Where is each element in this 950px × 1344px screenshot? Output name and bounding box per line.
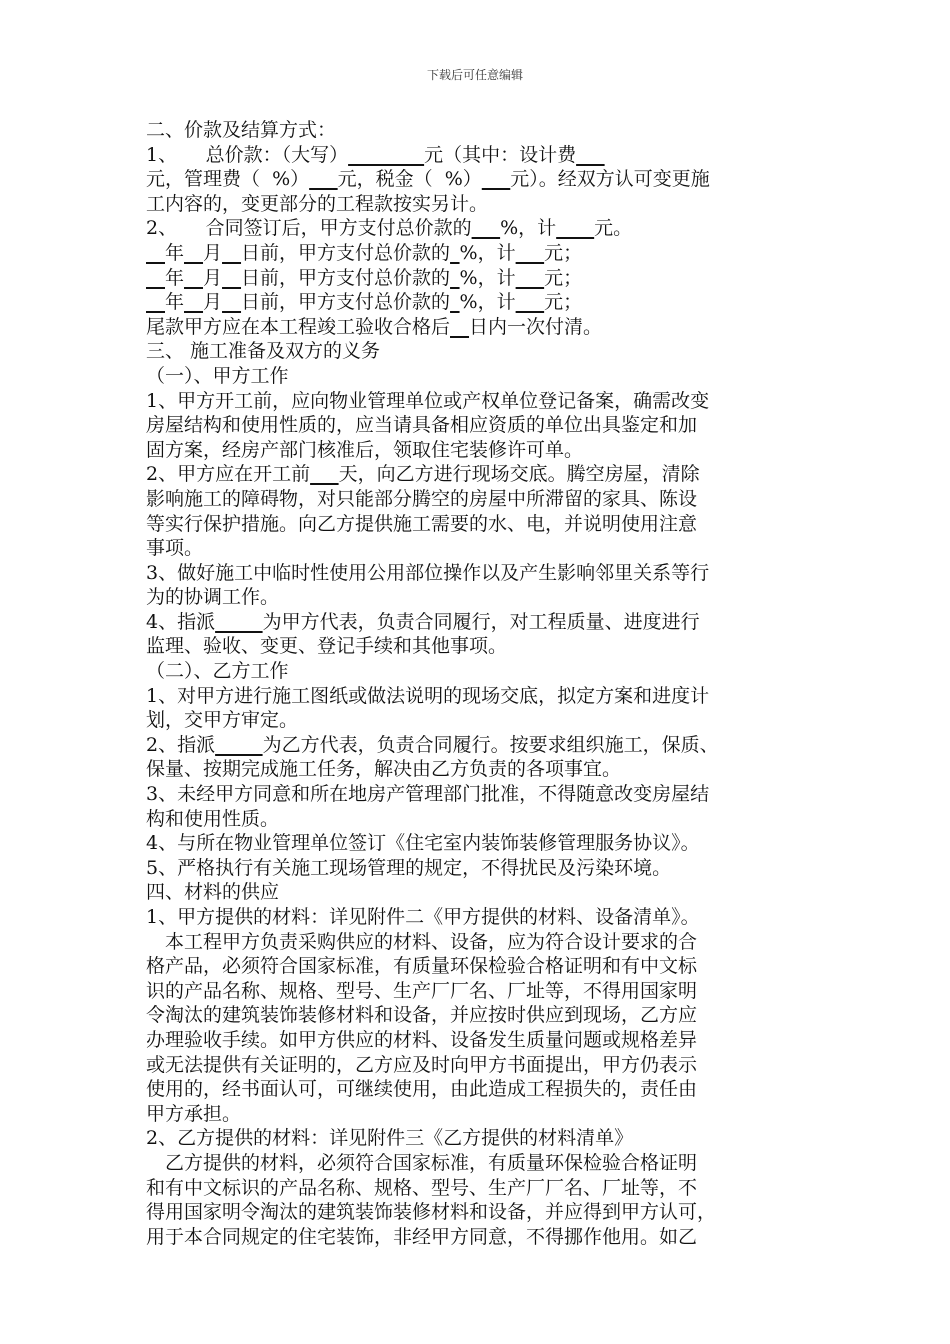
text-line: 影响施工的障碍物，对只能部分腾空的房屋中所滞留的家具、陈设 — [146, 487, 698, 510]
text-line: 用于本合同规定的住宅装饰，非经甲方同意，不得挪作他用。如乙 — [146, 1225, 698, 1248]
text-line: 年 月 日前，甲方支付总价款的 %，计 元； — [146, 241, 826, 266]
blank-fill — [482, 168, 511, 190]
text-line: 令淘汰的建筑装饰装修材料和设备，并应按时供应到现场，乙方应 — [146, 1004, 698, 1027]
text-line: 4、指派 为甲方代表，负责合同履行，对工程质量、进度进行 — [146, 610, 700, 633]
blank-fill — [576, 144, 605, 166]
blank-fill — [184, 267, 203, 289]
text-line: 1、甲方提供的材料：详见附件二《甲方提供的材料、设备清单》。 — [146, 906, 700, 928]
blank-fill — [215, 734, 263, 756]
text-line: （二）、乙方工作 — [146, 660, 289, 683]
blank-fill — [556, 217, 594, 239]
blank-fill — [472, 217, 501, 239]
text-line: 或无法提供有关证明的，乙方应及时向甲方书面提出，甲方仍表示 — [146, 1053, 698, 1076]
blank-fill — [309, 168, 338, 190]
page-header: 下载后可任意编辑 — [426, 68, 523, 82]
text-line: 3、未经甲方同意和所在地房产管理部门批准，不得随意改变房屋结 — [146, 783, 710, 806]
text-line: 二、价款及结算方式： — [146, 119, 337, 141]
blank-fill — [450, 267, 460, 289]
text-line: 2、指派 为乙方代表，负责合同履行。按要求组织施工，保质、 — [146, 733, 719, 756]
text-line: 构和使用性质。 — [146, 807, 280, 830]
text-line: 保量、按期完成施工任务，解决由乙方负责的各项事宜。 — [146, 758, 622, 781]
text-line: 事项。 — [146, 537, 204, 560]
text-line: 工内容的，变更部分的工程款按实另计。 — [146, 192, 489, 215]
text-line: 固方案，经房产部门核准后，领取住宅装修许可单。 — [146, 438, 584, 461]
blank-fill — [222, 267, 241, 289]
blank-fill — [450, 291, 460, 313]
text-line: 等实行保护措施。向乙方提供施工需要的水、电，并说明使用注意 — [146, 512, 698, 535]
text-line: 1、甲方开工前，应向物业管理单位或产权单位登记备案，确需改变 — [146, 389, 710, 412]
text-line: 元，管理费（ %） 元，税金（ %） 元）。经双方认可变更施 — [146, 168, 710, 191]
text-line: 本工程甲方负责采购供应的材料、设备，应为符合设计要求的合 — [146, 930, 698, 953]
text-line: 得用国家明令淘汰的建筑装饰装修材料和设备，并应得到甲方认可， — [146, 1201, 717, 1224]
blank-fill — [215, 611, 263, 633]
text-line: 四、材料的供应 — [146, 881, 280, 904]
text-line: 识的产品名称、规格、型号、生产厂厂名、厂址等，不得用国家明 — [146, 979, 698, 1002]
text-line: 划，交甲方审定。 — [146, 709, 299, 732]
text-line: 2、 合同签订后，甲方支付总价款的 %，计 元。 — [146, 217, 633, 240]
text-line: 3、做好施工中临时性使用公用部位操作以及产生影响邻里关系等行 — [146, 561, 710, 584]
text-line: 4、与所在物业管理单位签订《住宅室内装饰装修管理服务协议》。 — [146, 832, 700, 855]
text-line: 年 月 日前，甲方支付总价款的 %，计 元； — [146, 290, 826, 315]
text-line: 房屋结构和使用性质的，应当请具备相应资质的单位出具鉴定和加 — [146, 414, 698, 437]
text-line: 2、乙方提供的材料：详见附件三《乙方提供的材料清单》 — [146, 1127, 634, 1150]
blank-fill — [450, 242, 460, 264]
blank-fill — [146, 291, 165, 313]
blank-fill — [146, 267, 165, 289]
blank-fill — [450, 316, 469, 338]
blank-fill — [222, 291, 241, 313]
text-line: 1、 总价款：（大写） 元（其中：设计费 — [146, 143, 826, 168]
text-line: 年 月 日前，甲方支付总价款的 %，计 元； — [146, 266, 826, 291]
text-line: 使用的，经书面认可，可继续使用，由此造成工程损失的，责任由 — [146, 1078, 698, 1101]
blank-fill — [516, 291, 545, 313]
text-line: 2、甲方应在开工前 天，向乙方进行现场交底。腾空房屋，清除 — [146, 463, 700, 486]
blank-fill — [146, 242, 165, 264]
blank-fill — [310, 463, 339, 485]
text-line: （一）、甲方工作 — [146, 364, 289, 387]
document-body — [146, 118, 826, 1249]
blank-fill — [348, 144, 424, 166]
text-line: 格产品，必须符合国家标准，有质量环保检验合格证明和有中文标 — [146, 955, 698, 978]
text-line: 办理验收手续。如甲方供应的材料、设备发生质量问题或规格差异 — [146, 1028, 698, 1051]
text-line: 和有中文标识的产品名称、规格、型号、生产厂厂名、厂址等，不 — [146, 1176, 698, 1199]
text-line: 乙方提供的材料，必须符合国家标准，有质量环保检验合格证明 — [146, 1151, 698, 1174]
text-line: 监理、验收、变更、登记手续和其他事项。 — [146, 635, 508, 658]
text-line: 三、 施工准备及双方的义务 — [146, 340, 381, 363]
text-line: 尾款甲方应在本工程竣工验收合格后 日内一次付清。 — [146, 315, 603, 338]
text-line: 1、对甲方进行施工图纸或做法说明的现场交底，拟定方案和进度计 — [146, 684, 710, 707]
blank-fill — [184, 291, 203, 313]
text-line: 为的协调工作。 — [146, 586, 280, 609]
text-line: 甲方承担。 — [146, 1102, 242, 1125]
blank-fill — [222, 242, 241, 264]
blank-fill — [184, 242, 203, 264]
text-line: 5、严格执行有关施工现场管理的规定，不得扰民及污染环境。 — [146, 856, 672, 879]
blank-fill — [516, 242, 545, 264]
blank-fill — [516, 267, 545, 289]
